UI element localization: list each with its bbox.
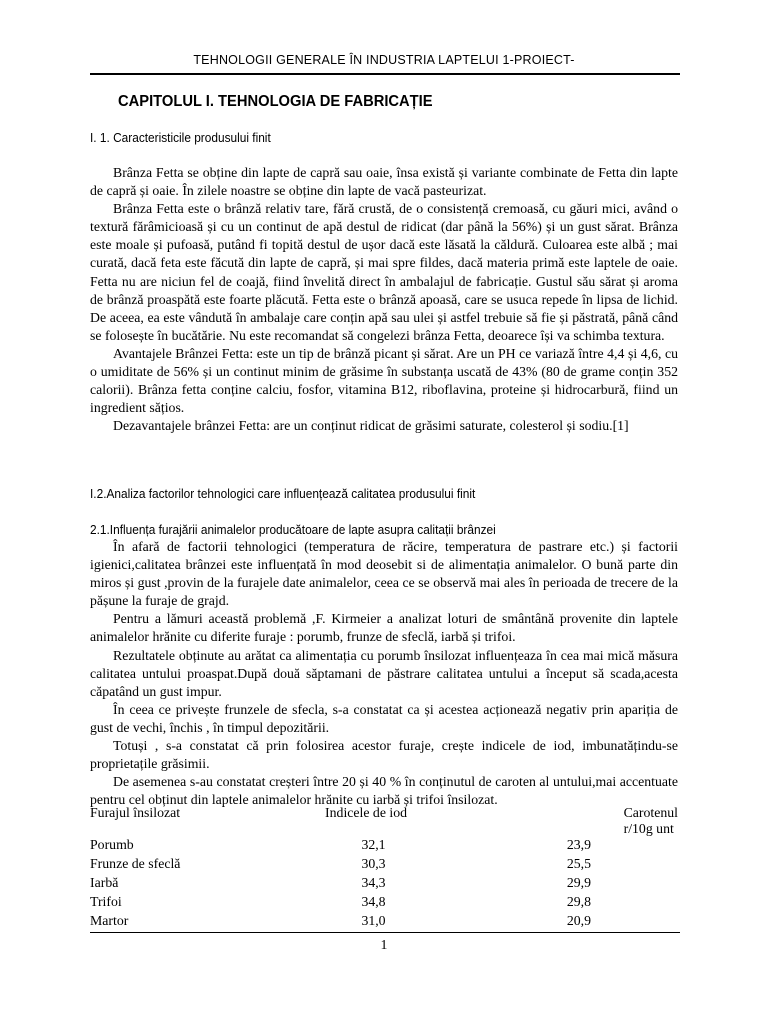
paragraph: Avantajele Brânzei Fetta: este un tip de brânză picant și sărat. Are un PH ce variază între 4,4 și 4,6, cu o umiditate de 56% și un continut minim de grăsime în substanța uscată de 43% (80 de grame conțin 352 calorii). Brânza fetta conține calciu, fosfor, vitamina B12, riboflavina, proteine și hidrocarbură, fiind un ingredient sățios. <box>90 345 678 416</box>
table-cell: 29,8 <box>566 894 591 909</box>
paragraph: Pentru a lămuri această problemă ,F. Kirmeier a analizat loturi de smântână provenite din laptele animalelor hrănite cu diferite furaje : porumb, frunze de sfeclă, iarbă și trifoi. <box>90 611 678 645</box>
paragraph: De asemenea s-au constatat creșteri între 20 și 40 % în conținutul de caroten al untului,mai accentuate pentru cel obținut din laptele animalelor hrănite cu iarbă și trifoi însilozat. <box>90 774 678 808</box>
subsection-heading: 2.1.Influența furajării animalelor producătoare de lapte asupra calitații brânzei <box>90 522 496 537</box>
table-row <box>90 856 678 875</box>
paragraph: Rezultatele obținute au arătat ca alimentația cu porumb însilozat influențeaza în cea mai mică măsura calitatea untului proaspat.După două săptamani de păstrare calitatea untului a început să scada,acesta căpatând un gust impur. <box>90 647 678 699</box>
feed-results-table <box>90 805 678 932</box>
footer-divider <box>90 932 680 933</box>
table-cell: 25,5 <box>566 856 591 871</box>
page-number: 1 <box>380 937 388 952</box>
table-cell: Porumb <box>90 837 134 852</box>
section-heading-1: I. 1. Caracteristicile produsului finit <box>90 130 271 145</box>
table-row <box>90 837 678 856</box>
paragraph: În afară de factorii tehnologici (temperatura de răcire, temperatura de pastrare etc.) și factorii igienici,calitatea brânzei este influențată în mod deosebit si de alimentația animalelor. O bună parte din miros și gust ,provin de la furajele date animalelor, ceea ce se observă mai ales în perioada de trecere de la pășune la furaje de grajd. <box>90 539 678 609</box>
table-cell: 31,0 <box>361 913 386 928</box>
table-cell: Iarbă <box>90 875 119 890</box>
paragraph: Brânza Fetta se obține din lapte de capră sau oaie, însa există și variante combinate de Fetta din lapte de capră și oaie. În zilele noastre se obține din lapte de vacă pasteurizat. <box>90 165 678 199</box>
table-cell: 20,9 <box>566 913 591 928</box>
table-cell: Trifoi <box>90 894 122 909</box>
table-row <box>90 875 678 894</box>
table-cell: Frunze de sfeclă <box>90 856 181 871</box>
section-heading-2: I.2.Analiza factorilor tehnologici care influențează calitatea produsului finit <box>90 486 476 501</box>
column-header: Carotenul r/10g unt <box>623 805 678 836</box>
table-cell: 32,1 <box>361 837 386 852</box>
table-cell: 30,3 <box>361 856 386 871</box>
header-divider <box>90 73 680 75</box>
table-cell: 34,3 <box>361 875 386 890</box>
table-row <box>90 913 678 932</box>
column-header: Furajul însilozat <box>90 805 181 820</box>
paragraph: Dezavantajele brânzei Fetta: are un conținut ridicat de grăsimi saturate, colesterol și sodiu.[1] <box>113 418 629 434</box>
column-header: Indicele de iod <box>325 805 408 820</box>
table-header-row <box>90 805 678 837</box>
table-cell: 29,9 <box>566 875 591 890</box>
table-cell: Martor <box>90 913 129 928</box>
section2-body <box>90 538 678 809</box>
paragraph: În ceea ce privește frunzele de sfecla, s-a constatat ca și acestea acționează negativ prin apariția de gust de vechi, închis , în timpul depozitării. <box>90 701 678 735</box>
chapter-title: CAPITOLUL I. TEHNOLOGIA DE FABRICAȚIE <box>118 93 433 110</box>
section1-body <box>90 164 678 435</box>
paragraph: Totuși , s-a constatat că prin folosirea acestor furaje, crește indicele de iod, imbunatățindu-se proprietațile grăsimii. <box>90 738 678 772</box>
paragraph: Brânza Fetta este o brânză relativ tare, fără crustă, de o consistență cremoasă, cu găuri mici, având o textură fărâmicioasă și cu un continut de apă destul de ridicat (dar până la 56%) și un gust sărat. Brânza este moale și pufoasă, putând fi topită destul de ușor dacă este lăsată la căldură. Culoarea este albă ; mai curată, dacă feta este făcută din lapte de capră, și mai spre fildes, dacă materia primă este laptele de oaie. Fetta nu are niciun fel de coajă, fiind învelită direct în ambalajul de fabricație. Gustul său sărat și aroma de brânză proaspătă este foarte plăcută. Fetta este o brânză apoasă, care se usuca repede în lipsa de lichid. De aceea, ea este vândută în ambalaje care conțin apă sau ulei și astfel trebuie să fie și păstrată, până când se folosește în bucătărie. Nu este recomandat să congelezi brânza Fetta, deoarece își va schimba textura. <box>90 201 678 343</box>
table-cell: 23,9 <box>566 837 591 852</box>
table-row <box>90 894 678 913</box>
table-cell: 34,8 <box>361 894 386 909</box>
running-header: TEHNOLOGII GENERALE ÎN INDUSTRIA LAPTELUI 1-PROIECT- <box>193 53 575 67</box>
